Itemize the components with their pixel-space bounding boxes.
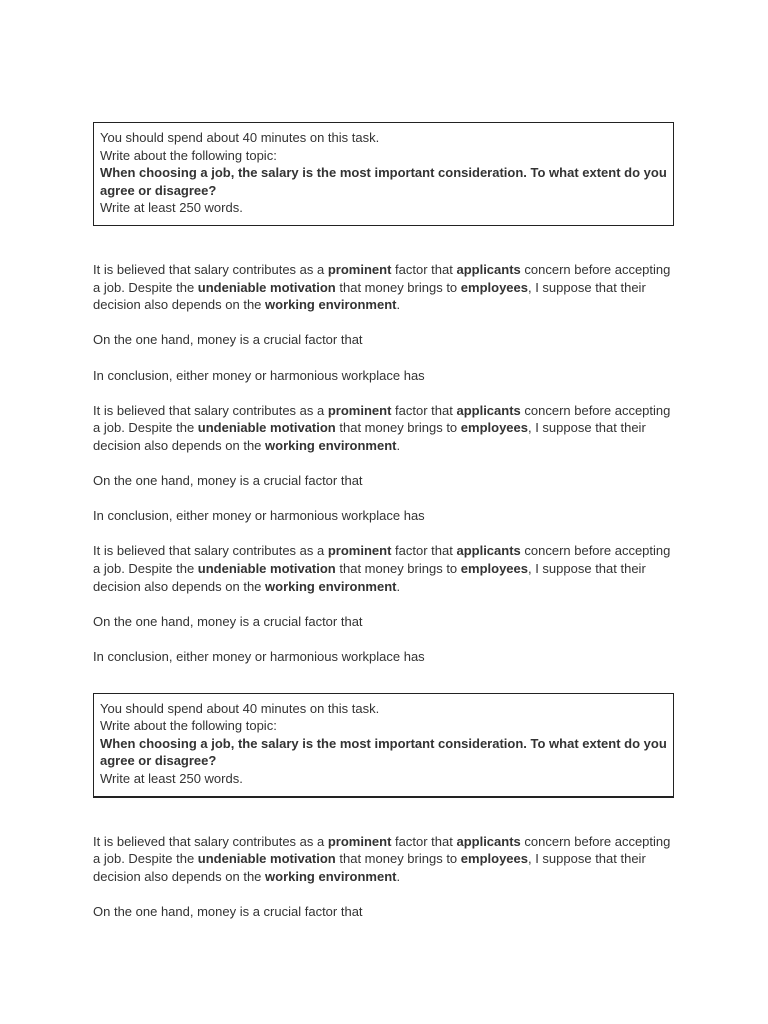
intro-text: that money brings to bbox=[335, 420, 461, 436]
intro-text: concern before accepting a job. Despite the bbox=[93, 261, 671, 295]
intro-text: It is believed that salary contributes as a bbox=[93, 261, 328, 277]
body-paragraph: On the one hand, money is a crucial factor that bbox=[93, 613, 363, 629]
body-paragraph: On the one hand, money is a crucial factor that bbox=[93, 903, 363, 919]
task-instruction-words: Write at least 250 words. bbox=[100, 200, 243, 216]
intro-text: , I suppose that their decision also depends on the bbox=[93, 851, 646, 884]
intro-keyword: applicants bbox=[456, 402, 521, 418]
intro-keyword: employees bbox=[460, 851, 528, 867]
task-instruction-time: You should spend about 40 minutes on this task. bbox=[100, 130, 380, 145]
conclusion-paragraph: In conclusion, either money or harmonious workplace has bbox=[93, 508, 425, 524]
intro-keyword: working environment bbox=[265, 437, 397, 453]
intro-text: It is believed that salary contributes as a bbox=[93, 402, 328, 418]
intro-keyword: prominent bbox=[327, 543, 392, 559]
intro-text: concern before accepting a job. Despite the bbox=[93, 543, 671, 577]
task-instruction-time: You should spend about 40 minutes on this task. bbox=[100, 700, 380, 716]
intro-text: . bbox=[396, 578, 401, 594]
intro-text: that money brings to bbox=[335, 851, 461, 867]
intro-text: . bbox=[396, 297, 401, 313]
task-instruction-topic: Write about the following topic: bbox=[100, 718, 277, 734]
intro-text: factor that bbox=[391, 543, 457, 559]
intro-keyword: employees bbox=[460, 561, 528, 577]
intro-text: . bbox=[396, 437, 401, 453]
intro-paragraph bbox=[93, 402, 673, 455]
body-paragraph: On the one hand, money is a crucial factor that bbox=[93, 473, 363, 489]
intro-paragraph bbox=[93, 542, 673, 595]
conclusion-paragraph: In conclusion, either money or harmonious workplace has bbox=[93, 649, 425, 665]
intro-keyword: employees bbox=[460, 420, 528, 436]
essay-section bbox=[93, 261, 673, 666]
intro-text: factor that bbox=[391, 402, 457, 418]
intro-keyword: prominent bbox=[327, 833, 392, 849]
intro-keyword: prominent bbox=[327, 402, 392, 418]
task-prompt-box bbox=[93, 122, 674, 226]
body-paragraph: On the one hand, money is a crucial factor that bbox=[93, 332, 363, 348]
intro-paragraph bbox=[93, 261, 673, 314]
essay-section bbox=[93, 833, 673, 921]
intro-text: It is believed that salary contributes as a bbox=[93, 543, 328, 559]
conclusion-paragraph: In conclusion, either money or harmonious workplace has bbox=[93, 367, 425, 383]
task-prompt-box bbox=[93, 693, 674, 798]
task-question-line bbox=[100, 164, 667, 199]
task-question-line bbox=[100, 735, 667, 770]
intro-text: concern before accepting a job. Despite the bbox=[93, 402, 671, 436]
intro-text: factor that bbox=[391, 833, 457, 849]
intro-keyword: undeniable motivation bbox=[197, 420, 336, 436]
intro-text: that money brings to bbox=[335, 561, 461, 577]
document-content bbox=[93, 122, 673, 938]
intro-keyword: undeniable motivation bbox=[197, 851, 336, 867]
intro-keyword: working environment bbox=[265, 868, 397, 884]
intro-keyword: prominent bbox=[327, 261, 392, 277]
intro-paragraph bbox=[93, 833, 673, 886]
intro-keyword: undeniable motivation bbox=[197, 279, 336, 295]
intro-text: that money brings to bbox=[335, 279, 461, 295]
task-instruction-words: Write at least 250 words. bbox=[100, 771, 243, 786]
intro-keyword: working environment bbox=[265, 297, 397, 313]
intro-text: . bbox=[396, 868, 401, 884]
intro-keyword: applicants bbox=[456, 833, 521, 849]
intro-text: factor that bbox=[391, 261, 457, 277]
task-question: When choosing a job, the salary is the most important consideration. To what extent do you agree or disagree? bbox=[100, 735, 667, 769]
intro-text: concern before accepting a job. Despite the bbox=[93, 833, 671, 867]
intro-keyword: employees bbox=[460, 279, 528, 295]
intro-keyword: undeniable motivation bbox=[197, 561, 336, 577]
intro-keyword: applicants bbox=[456, 543, 521, 559]
intro-text: , I suppose that their decision also depends on the bbox=[93, 561, 646, 594]
intro-text: It is believed that salary contributes as a bbox=[93, 833, 328, 849]
task-question: When choosing a job, the salary is the most important consideration. To what extent do you agree or disagree? bbox=[100, 165, 667, 198]
intro-keyword: applicants bbox=[456, 261, 521, 277]
intro-keyword: working environment bbox=[265, 578, 397, 594]
intro-text: , I suppose that their decision also depends on the bbox=[93, 420, 646, 453]
task-instruction-topic: Write about the following topic: bbox=[100, 147, 277, 163]
intro-text: , I suppose that their decision also depends on the bbox=[93, 279, 646, 313]
